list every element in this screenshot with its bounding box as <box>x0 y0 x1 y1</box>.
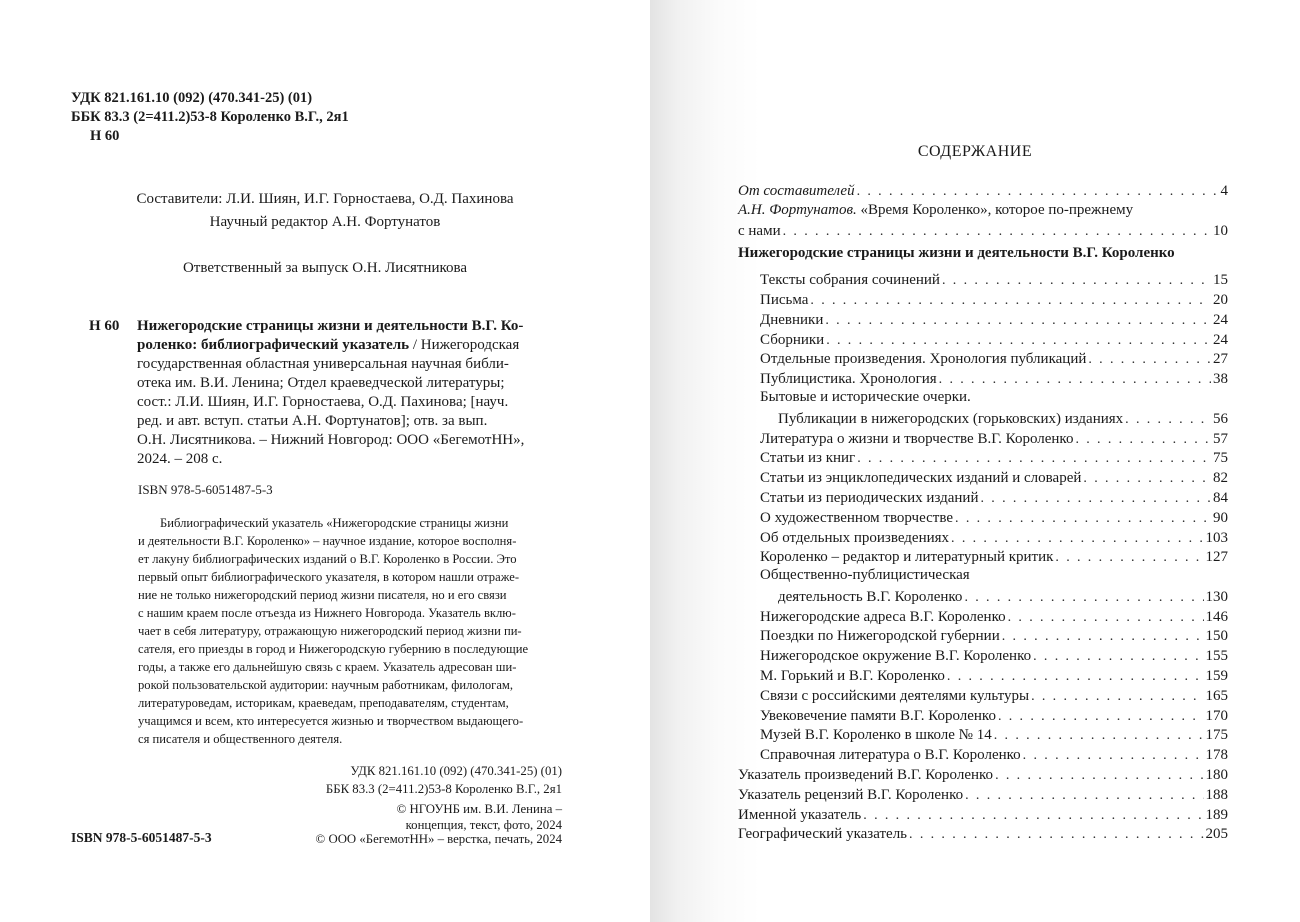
editor-line: Научный редактор А.Н. Фортунатов <box>209 214 441 230</box>
entry-desc-line: государственная областная универсальная научная библи- <box>137 356 509 372</box>
toc-leader <box>810 291 1211 311</box>
toc-label: Литература о жизни и творчестве В.Г. Короленко <box>760 431 1074 447</box>
annotation-line: ние не только нижегородский период жизни писателя, но и его связи <box>138 588 507 602</box>
toc-row <box>760 547 1228 567</box>
toc-leader <box>825 311 1211 331</box>
toc-leader <box>995 766 1203 786</box>
toc-row <box>760 488 1228 508</box>
annotation-line: с нашим краем после отъезда из Нижнего Новгорода. Указатель вклю- <box>138 606 516 620</box>
toc-row <box>778 587 1228 607</box>
toc-row <box>760 528 1228 548</box>
toc-leader <box>951 529 1203 549</box>
toc-row <box>778 409 1228 429</box>
toc-label: О художественном творчестве <box>760 510 954 526</box>
toc-row-index <box>738 824 1228 844</box>
annotation-line: учащимся и всем, кто интересуется жизнью и творчеством выдающего- <box>138 714 524 728</box>
toc-label: Связи с российскими деятелями культуры <box>760 688 1030 704</box>
toc-page: 27 <box>1213 351 1228 367</box>
toc-label: Увековечение памяти В.Г. Короленко <box>760 708 996 724</box>
toc-leader <box>909 825 1203 845</box>
toc-leader <box>965 786 1203 806</box>
toc-page: 15 <box>1213 272 1228 288</box>
toc-page: 103 <box>1205 530 1228 546</box>
toc-page: 4 <box>1220 183 1228 199</box>
toc-page: 188 <box>1205 787 1228 803</box>
toc-leader <box>955 509 1211 529</box>
toc-row-index <box>738 785 1228 805</box>
toc-row <box>760 290 1228 310</box>
toc-page: 146 <box>1205 609 1228 625</box>
toc-leader <box>1075 430 1211 450</box>
toc-leader <box>947 667 1204 687</box>
toc-page: 180 <box>1205 767 1228 783</box>
toc-fortunatov-line <box>738 202 1133 219</box>
toc-page: 90 <box>1213 510 1228 526</box>
annotation-line: литературоведам, историкам, краеведам, преподавателям, студентам, <box>138 696 509 710</box>
udk-repeat: УДК 821.161.10 (092) (470.341-25) (01) <box>350 764 562 778</box>
toc-page: 82 <box>1213 470 1228 486</box>
toc-label: деятельность В.Г. Короленко <box>778 589 963 605</box>
toc-row <box>760 429 1228 449</box>
toc-leader <box>1002 627 1204 647</box>
toc-label: Дневники <box>760 312 824 328</box>
toc-row <box>760 686 1228 706</box>
toc-page: 24 <box>1213 312 1228 328</box>
toc-row <box>760 666 1228 686</box>
toc-label: Тексты собрания сочинений <box>760 272 940 288</box>
toc-page: 189 <box>1205 807 1228 823</box>
toc-leader <box>939 370 1211 390</box>
toc-label: Географический указатель <box>738 826 908 842</box>
toc-label: Письма <box>760 292 809 308</box>
entry-desc-line: 2024. – 208 с. <box>137 451 223 467</box>
toc-label: Об отдельных произведениях <box>760 530 950 546</box>
toc-page: 20 <box>1213 292 1228 308</box>
toc-leader <box>1083 469 1211 489</box>
toc-label: От составителей <box>738 183 855 199</box>
toc-row <box>760 330 1228 350</box>
toc-page: 127 <box>1205 549 1228 565</box>
bbk-repeat: ББК 83.3 (2=411.2)53-8 Короленко В.Г., 2я1 <box>325 782 562 796</box>
toc-row <box>760 349 1228 369</box>
annotation-line: годы, а также его дальнейшую связь с краем. Указатель адресован ши- <box>138 660 517 674</box>
toc-label: Поездки по Нижегородской губернии <box>760 628 1000 644</box>
entry-desc-line: отека им. В.И. Ленина; Отдел краеведческой литературы; <box>137 375 505 391</box>
annotation-line: чает в себя литературу, отражающую нижегородский период жизни пи- <box>138 624 522 638</box>
toc-row <box>760 706 1228 726</box>
toc-page: 165 <box>1205 688 1228 704</box>
toc-page: 159 <box>1205 668 1228 684</box>
toc-label: М. Горький и В.Г. Короленко <box>760 668 945 684</box>
annotation-line: Библиографический указатель «Нижегородские страницы жизни <box>160 516 509 530</box>
annotation-line: ет лакуну библиографических изданий о В.Г. Короленко в России. Это <box>138 552 517 566</box>
toc-label: Сборники <box>760 332 825 348</box>
copyright-line: © ООО «БегемотНН» – верстка, печать, 2024 <box>315 832 562 846</box>
toc-fortunatov-author: А.Н. Фортунатов. <box>738 202 857 218</box>
toc-leader <box>964 588 1203 608</box>
toc-row-fortunatov <box>738 221 1228 241</box>
entry-title-bold: роленко: библиографический указатель <box>137 337 410 353</box>
annotation-line: ся писателя и общественного деятеля. <box>138 732 343 746</box>
toc-public-heading: Общественно-публицистическая <box>760 567 970 583</box>
responsible-line: Ответственный за выпуск О.Н. Лисятникова <box>182 260 468 276</box>
toc-row-index <box>738 765 1228 785</box>
toc-row <box>760 448 1228 468</box>
toc-leader <box>1031 687 1203 707</box>
toc-leader <box>980 489 1211 509</box>
toc-row <box>760 468 1228 488</box>
toc-page: 170 <box>1205 708 1228 724</box>
toc-leader <box>1055 548 1203 568</box>
toc-fortunatov-title: «Время Короленко», которое по-прежнему <box>856 202 1134 218</box>
toc-label: Публицистика. Хронология <box>760 371 937 387</box>
toc-label: Публикации в нижегородских (горьковских) изданиях <box>778 411 1124 427</box>
author-mark: Н 60 <box>90 128 120 144</box>
toc-page: 178 <box>1205 747 1228 763</box>
toc-essays-heading: Бытовые и исторические очерки. <box>760 389 971 405</box>
toc-row <box>760 270 1228 290</box>
toc-label: Указатель рецензий В.Г. Короленко <box>738 787 964 803</box>
copyright-line: концепция, текст, фото, 2024 <box>405 818 562 832</box>
toc-row <box>760 745 1228 765</box>
toc-page: 10 <box>1213 223 1228 239</box>
toc-label: Статьи из книг <box>760 450 856 466</box>
entry-title-rest: / Нижегородская <box>409 337 520 353</box>
toc-row <box>760 725 1228 745</box>
toc-leader <box>942 271 1211 291</box>
toc-row-index <box>738 805 1228 825</box>
toc-row <box>760 607 1228 627</box>
toc-page: 38 <box>1213 371 1228 387</box>
toc-page: 175 <box>1205 727 1228 743</box>
toc-page: 56 <box>1213 411 1228 427</box>
toc-row <box>760 508 1228 528</box>
toc-page: 24 <box>1213 332 1228 348</box>
annotation-line: рокой пользовательской аудитории: научным работникам, филологам, <box>138 678 514 692</box>
bbk-code: ББК 83.3 (2=411.2)53-8 Короленко В.Г., 2я1 <box>71 109 349 125</box>
toc-label: Музей В.Г. Короленко в школе № 14 <box>760 727 992 743</box>
toc-leader <box>1008 608 1204 628</box>
toc-label: Справочная литература о В.Г. Короленко <box>760 747 1021 763</box>
toc-leader <box>783 222 1211 242</box>
toc-row-from-compilers <box>738 181 1228 201</box>
toc-page: 155 <box>1205 648 1228 664</box>
toc-label: Статьи из периодических изданий <box>760 490 979 506</box>
entry-title-line: Нижегородские страницы жизни и деятельности В.Г. Ко- <box>137 318 524 334</box>
toc-label: Нижегородское окружение В.Г. Короленко <box>760 648 1032 664</box>
toc-page: 75 <box>1213 450 1228 466</box>
toc-label: Нижегородские адреса В.Г. Короленко <box>760 609 1006 625</box>
toc-leader <box>1088 350 1211 370</box>
toc-leader <box>1125 410 1211 430</box>
toc-row <box>760 369 1228 389</box>
toc-leader <box>863 806 1203 826</box>
toc-row <box>760 310 1228 330</box>
toc-leader <box>1023 746 1204 766</box>
toc-section-title: Нижегородские страницы жизни и деятельности В.Г. Короленко <box>738 245 1175 261</box>
toc-page: 130 <box>1205 589 1228 605</box>
isbn-small: ISBN 978-5-6051487-5-3 <box>138 482 273 497</box>
toc-label: Статьи из энциклопедических изданий и словарей <box>760 470 1082 486</box>
annotation-line: первый опыт библиографического указателя, в котором нашли отраже- <box>138 570 520 584</box>
entry-desc-line: сост.: Л.И. Шиян, И.Г. Горностаева, О.Д. Пахинова; [науч. <box>137 394 509 410</box>
annotation-line: сателя, его приезды в город и Нижегородскую губернию в последующие <box>138 642 529 656</box>
toc-label: Указатель произведений В.Г. Короленко <box>738 767 994 783</box>
isbn-bottom: ISBN 978-5-6051487-5-3 <box>71 830 212 845</box>
toc-leader <box>998 707 1204 727</box>
toc-row <box>760 626 1228 646</box>
toc-label: Отдельные произведения. Хронология публикаций <box>760 351 1087 367</box>
entry-desc-line: ред. и авт. вступ. статьи А.Н. Фортунатов]; отв. за вып. <box>137 413 488 429</box>
toc-page: 205 <box>1205 826 1228 842</box>
compilers-line: Составители: Л.И. Шиян, И.Г. Горностаева, О.Д. Пахинова <box>136 191 514 207</box>
toc-leader <box>994 726 1204 746</box>
toc-page: 57 <box>1213 431 1228 447</box>
toc-leader <box>857 449 1211 469</box>
toc-label: Именной указатель <box>738 807 862 823</box>
toc-leader <box>1033 647 1203 667</box>
toc-row <box>760 646 1228 666</box>
entry-desc-line: О.Н. Лисятникова. – Нижний Новгород: ООО «БегемотНН», <box>137 432 525 448</box>
toc-leader <box>857 182 1219 202</box>
toc-label: с нами <box>738 223 781 239</box>
annotation-line: и деятельности В.Г. Короленко» – научное издание, которое восполня- <box>138 534 517 548</box>
copyright-line: © НГОУНБ им. В.И. Ленина – <box>396 802 562 816</box>
toc-page: 150 <box>1205 628 1228 644</box>
toc-label: Короленко – редактор и литературный критик <box>760 549 1054 565</box>
entry-code: Н 60 <box>89 318 120 334</box>
toc-page: 84 <box>1213 490 1228 506</box>
udk-code: УДК 821.161.10 (092) (470.341-25) (01) <box>71 90 313 106</box>
toc-leader <box>826 331 1211 351</box>
entry-title-line-2 <box>137 337 519 354</box>
toc-title: СОДЕРЖАНИЕ <box>917 143 1033 160</box>
